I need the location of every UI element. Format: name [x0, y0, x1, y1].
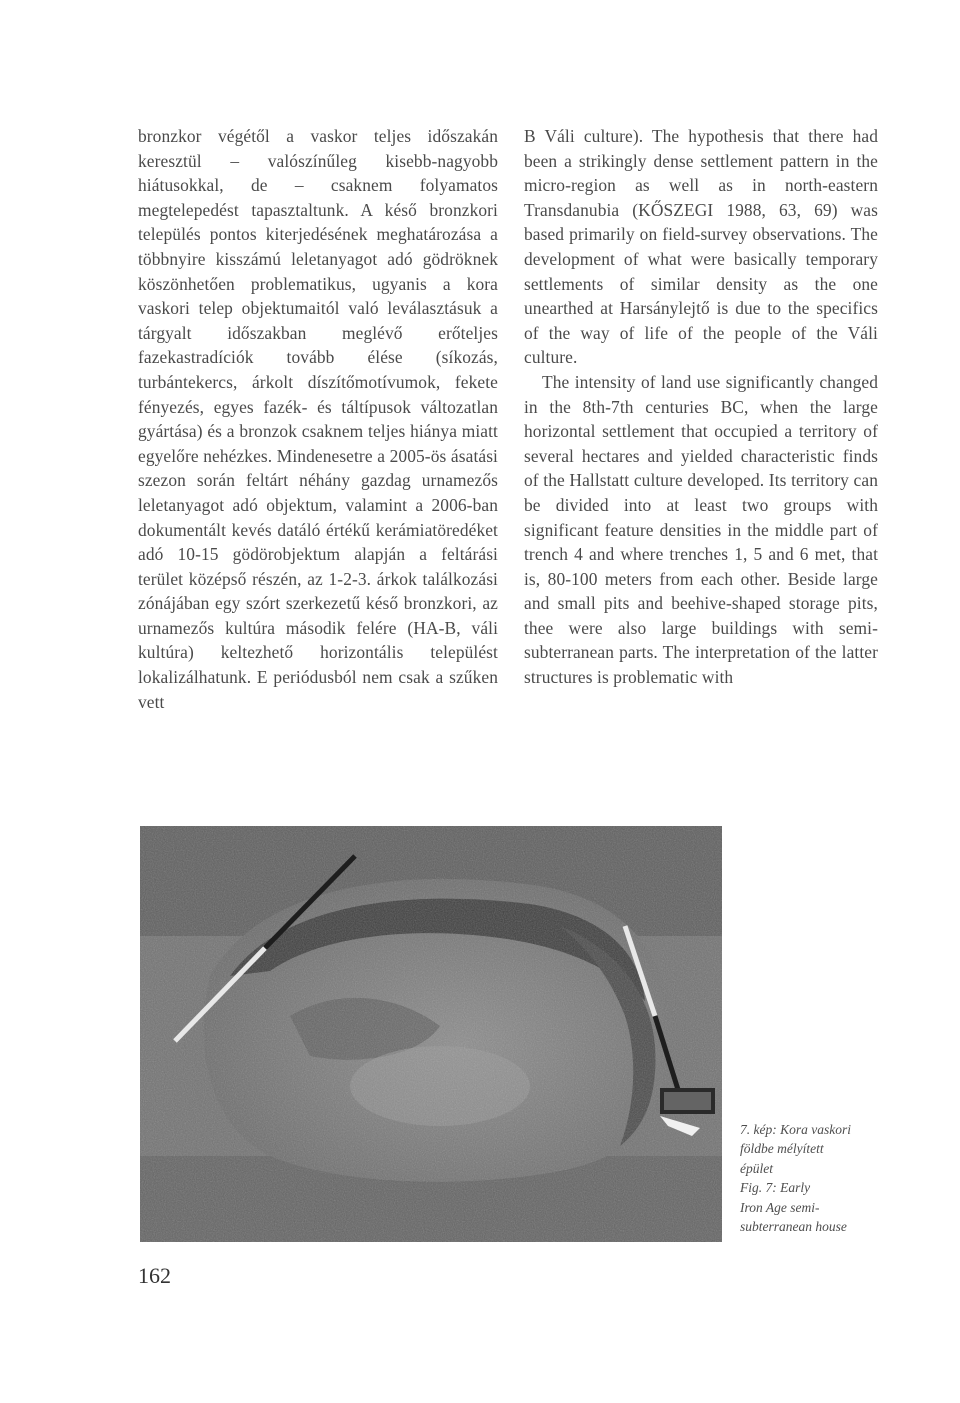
right-text-column [524, 124, 878, 690]
caption-en-line-3: subterranean house [740, 1219, 847, 1235]
left-paragraph: bronzkor végétől a vaskor teljes időszakán keresztül – valószínűleg kisebb-nagyobb hiátusokkal, de – csaknem folyamatos megtelepedést tapasztaltunk. A késő bronzkori település pontos kiterjedésének meghatározása a többnyire kisszámú leletanyagot adó gödröknek köszönhetően problematikus, ugyanis a kora vaskori telep objektumaitól való leválasztásuk a tárgyalt időszakban meglévő erőteljes fazekastradíciók tovább élése (síkozás, turbántekercs, árkolt díszítőmotívumok, fekete fényezés, egyes fazék- és táltípusok változatlan gyártása) és a bronzok csaknem teljes hiánya miatt egyelőre nehézkes. Mindenesetre a 2005-ös ásatási szezon során feltárt néhány gazdag urnamezős leletanyagot adó objektum, valamint a 2006-ban dokumentált kevés datáló értékű kerámiatöredéket adó 10-15 gödörobjektum alapján a feltárási terület középső részén, az 1-2-3. árkok találkozási zónájában egy szórt szerkezetű késő bronzkori, az urnamezős kultúra második felére (HA-B, váli kultúra) keltezhető horizontális települést lokalizálhatunk. E periódusból nem csak a szűken vett [138, 126, 498, 712]
left-text-column [138, 124, 498, 714]
right-paragraph-1: B Váli culture). The hypothesis that there had been a strikingly dense settlement pattern in the micro-region as well as in north-eastern Transdanubia (KŐSZEGI 1988, 63, 69) was based primarily on field-survey observations. The development of what were basically temporary settlements of similar density as the one unearthed at Harsánylejtő is due to the specifics of the way of life of the people of the Váli culture. [524, 126, 878, 368]
caption-en-line-2: Iron Age semi- [740, 1199, 820, 1215]
caption-en-line-1: Fig. 7: Early [740, 1180, 811, 1196]
caption-hu-line-1: 7. kép: Kora vaskori [740, 1122, 851, 1137]
caption-hu-line-3: épület [740, 1160, 773, 1176]
page-number: 162 [138, 1263, 171, 1288]
caption-hu-line-2: földbe mélyített [740, 1141, 824, 1157]
right-paragraph-2: The intensity of land use significantly changed in the 8th-7th centuries BC, when the large horizontal settlement that occupied a territory of several hectares and yielded characteristic finds of the Hallstatt culture developed. Its territory can be divided into at least two groups with significant feature densities in the middle part of trench 4 and where trenches 1, 5 and 6 met, that is, 80-100 meters from each other. Beside large and small pits and beehive-shaped storage pits, thee were also large buildings with semi-subterranean parts. The interpretation of the latter structures is problematic with [524, 371, 878, 688]
excavation-photo [140, 826, 722, 1242]
figure-caption [740, 1120, 880, 1236]
